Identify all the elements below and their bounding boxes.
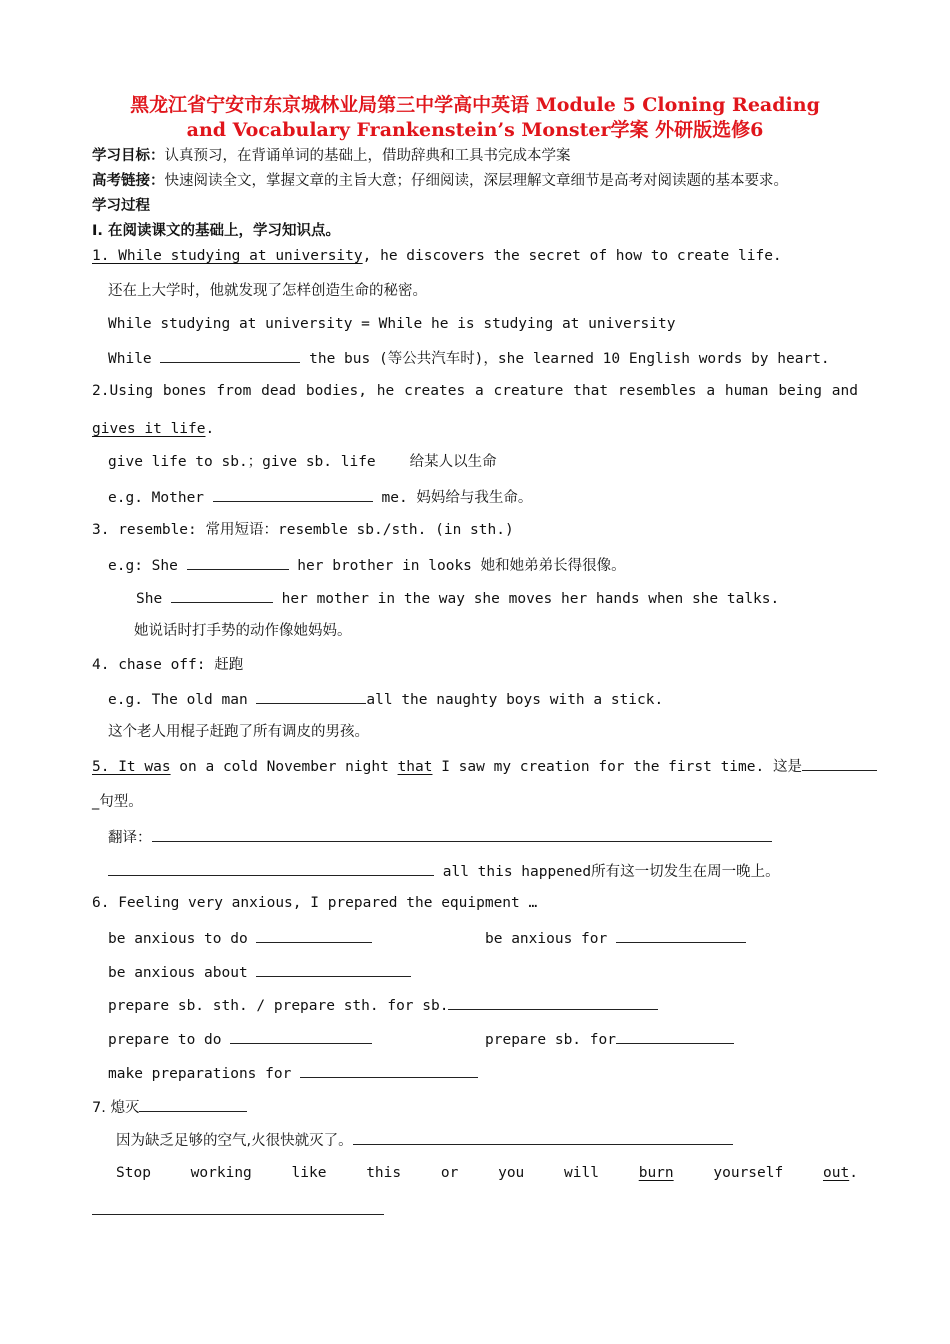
item-6-phrase-b: be anxious about <box>108 961 411 983</box>
answer-blank[interactable] <box>108 860 434 876</box>
title-line-2: and Vocabulary Frankenstein’s Monster学案 外研版选修6 <box>186 119 764 141</box>
document-title <box>60 93 890 143</box>
item-6-phrase-a1: be anxious to do <box>108 927 372 949</box>
item-2-sentence-cont: gives it life. <box>92 421 215 437</box>
item-4-exercise: e.g. The old man all the naughty boys with a stick. <box>108 688 663 710</box>
item-4-translation: 这个老人用棍子赶跑了所有调皮的男孩。 <box>108 724 369 740</box>
item-3-heading: 3. resemble: 常用短语：resemble sb./sth. (in sth.) <box>92 522 514 538</box>
answer-blank[interactable] <box>256 688 366 704</box>
section-1-heading: I. 在阅读课文的基础上，学习知识点。 <box>92 223 340 239</box>
item-1-exercise: While the bus (等公共汽车时)，she learned 10 English words by heart. <box>108 347 830 369</box>
answer-blank[interactable] <box>616 1028 734 1044</box>
item-7-translation: 因为缺乏足够的空气,火很快就灭了。 <box>116 1129 733 1151</box>
item-5-translate-2: all this happened所有这一切发生在周一晚上。 <box>108 860 780 882</box>
item-6-phrase-a2: be anxious for <box>485 927 746 949</box>
answer-blank[interactable] <box>256 927 372 943</box>
process-heading: 学习过程 <box>92 198 150 214</box>
answer-blank[interactable] <box>448 994 658 1010</box>
item-1-translation: 还在上大学时，他就发现了怎样创造生命的秘密。 <box>108 283 427 299</box>
exam-link: 高考链接：快速阅读全文，掌握文章的主旨大意；仔细阅读，深层理解文章细节是高考对阅读题的基本要求。 <box>92 173 788 189</box>
title-line-1: 黑龙江省宁安市东京城林业局第三中学高中英语 Module 5 Cloning Reading <box>130 94 820 116</box>
item-6-sentence: 6. Feeling very anxious, I prepared the equipment … <box>92 895 538 911</box>
answer-blank[interactable] <box>256 961 411 977</box>
answer-blank[interactable] <box>152 826 772 842</box>
item-2-sentence: 2.Using bones from dead bodies, he creates a creature that resembles a human being and <box>92 383 858 399</box>
learning-goal: 学习目标：认真预习，在背诵单词的基础上，借助辞典和工具书完成本学案 <box>92 148 571 164</box>
answer-blank[interactable] <box>616 927 746 943</box>
answer-blank[interactable] <box>92 1199 384 1215</box>
item-7-answer-line <box>92 1199 384 1221</box>
item-6-phrase-d2: prepare sb. for <box>485 1028 734 1050</box>
answer-blank[interactable] <box>139 1096 247 1112</box>
answer-blank[interactable] <box>353 1129 733 1145</box>
item-5-sentence: 5. It was on a cold November night that I saw my creation for the first time. 这是 <box>92 755 877 777</box>
item-2-exercise: e.g. Mother me. 妈妈给与我生命。 <box>108 486 532 508</box>
item-3-example-1: e.g: She her brother in looks 她和她弟弟长得很像。 <box>108 554 626 576</box>
item-3-example-2: She her mother in the way she moves her hands when she talks. <box>136 587 779 609</box>
item-2-phrase: give life to sb.；give sb. life 给某人以生命 <box>108 454 497 470</box>
item-5-translate: 翻译： <box>108 826 772 848</box>
item-4-heading: 4. chase off: 赶跑 <box>92 657 244 673</box>
answer-blank[interactable] <box>230 1028 372 1044</box>
item-6-phrase-c: prepare sb. sth. / prepare sth. for sb. <box>108 994 658 1016</box>
answer-blank[interactable] <box>171 587 273 603</box>
answer-blank[interactable] <box>213 486 373 502</box>
item-3-translation: 她说话时打手势的动作像她妈妈。 <box>134 623 352 639</box>
answer-blank[interactable] <box>802 755 877 771</box>
item-1-sentence: 1. While studying at university, he discovers the secret of how to create life. <box>92 248 782 264</box>
item-5-sentence-type: _句型。 <box>92 794 143 810</box>
item-7-heading: 7. 熄灭 <box>92 1096 247 1118</box>
item-6-phrase-e: make preparations for <box>108 1062 478 1084</box>
answer-blank[interactable] <box>160 347 300 363</box>
item-7-sentence: Stop working like this or you will burn yourself out. <box>116 1165 858 1181</box>
answer-blank[interactable] <box>300 1062 478 1078</box>
answer-blank[interactable] <box>187 554 289 570</box>
item-1-equivalence: While studying at university = While he is studying at university <box>108 316 676 332</box>
item-6-phrase-d1: prepare to do <box>108 1028 372 1050</box>
